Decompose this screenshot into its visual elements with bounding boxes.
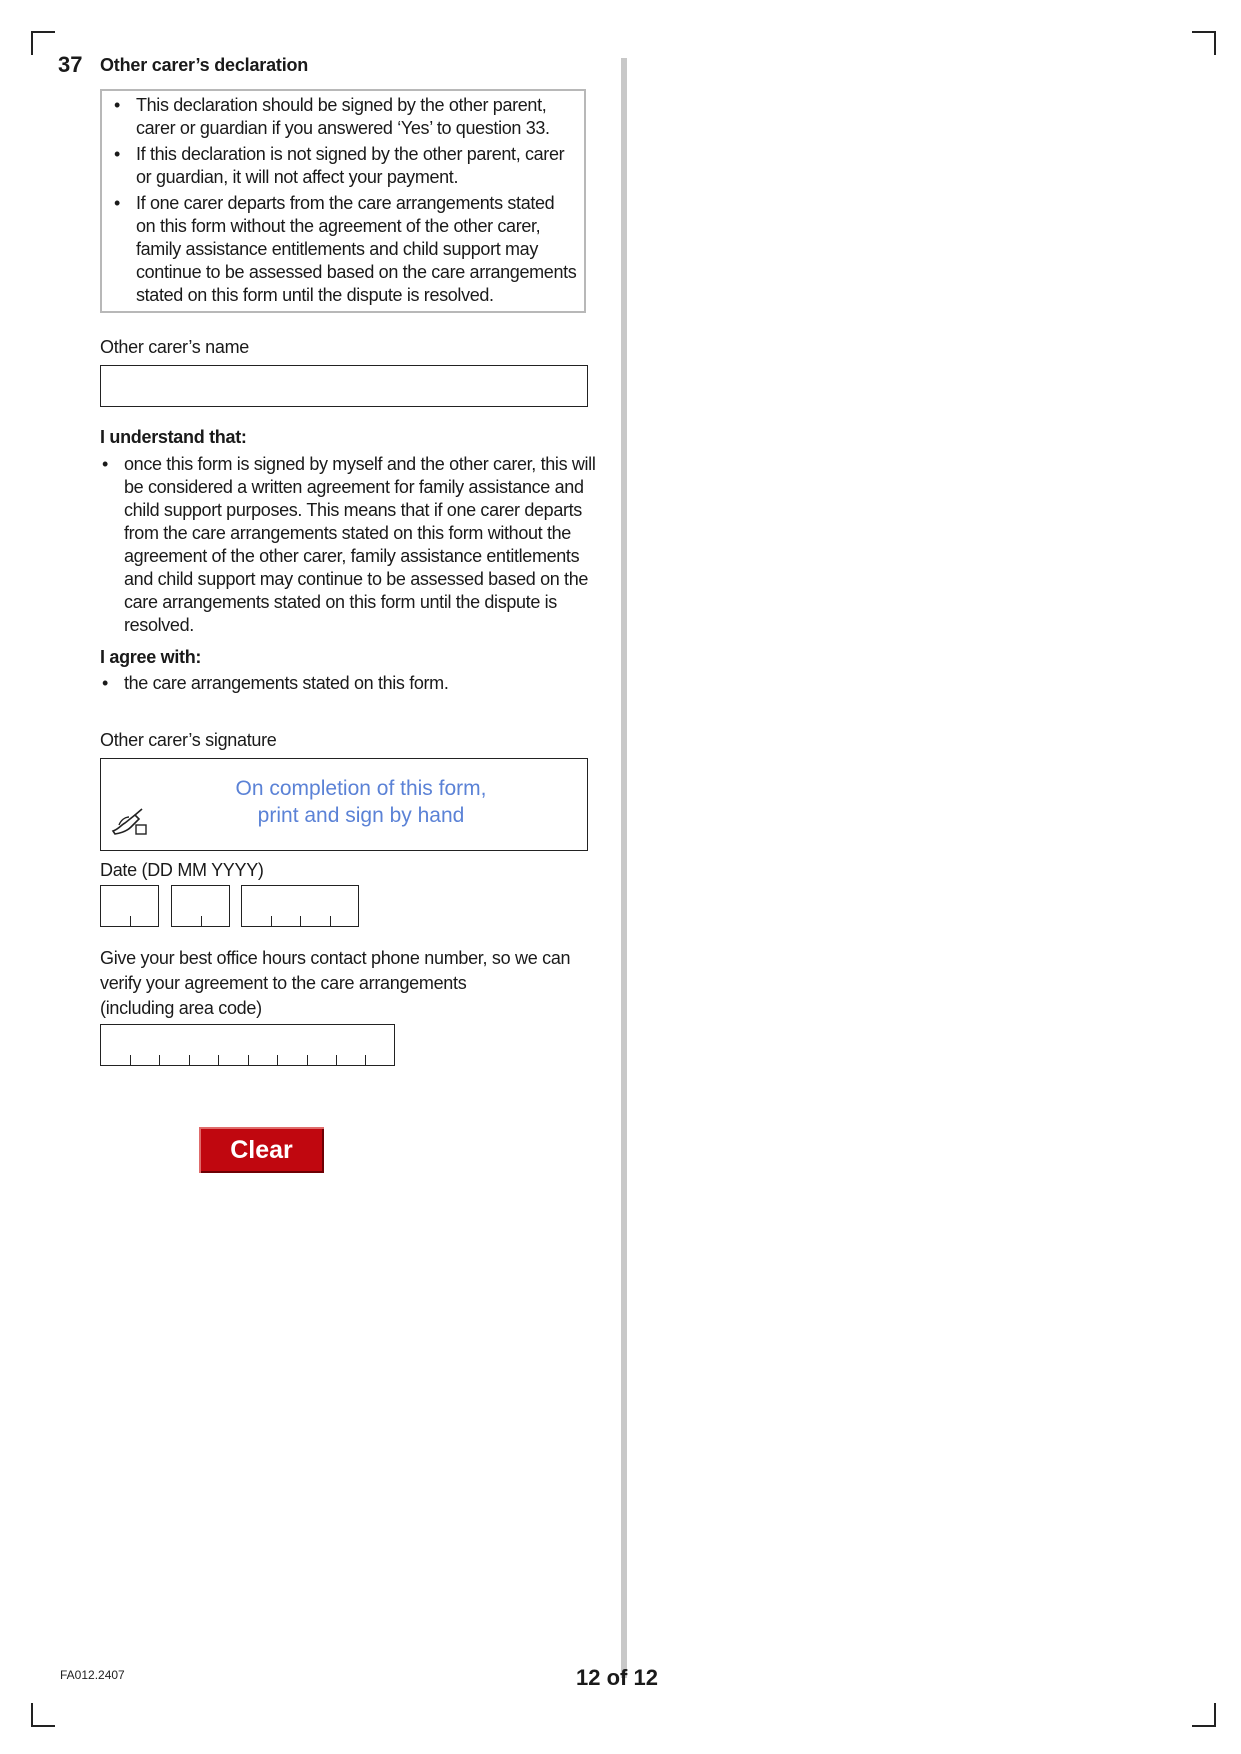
note-item: • This declaration should be signed by the other parent, carer or guardian if you answered ‘Yes’ to question 33.: [112, 94, 578, 140]
signature-box[interactable]: [100, 758, 588, 851]
other-carer-name-label: Other carer’s name: [100, 337, 249, 357]
date-day-field[interactable]: [100, 885, 159, 927]
date-label: Date (DD MM YYYY): [100, 860, 264, 880]
crop-mark-bottom-left: [31, 1703, 55, 1727]
digit-divider: [130, 916, 131, 926]
agree-list: [100, 672, 600, 695]
phone-label-line3: (including area code): [100, 998, 262, 1018]
writing-hand-icon: [109, 805, 149, 837]
note-item: • If this declaration is not signed by the other parent, carer or guardian, it will not affect your payment.: [112, 143, 578, 189]
question-number: 37: [58, 52, 83, 77]
crop-mark-top-right: [1192, 31, 1216, 55]
digit-divider: [307, 1055, 308, 1065]
digit-divider: [336, 1055, 337, 1065]
digit-divider: [201, 916, 202, 926]
declaration-notes-box: [100, 89, 586, 313]
date-month-field[interactable]: [171, 885, 230, 927]
digit-divider: [159, 1055, 160, 1065]
signature-hint-line2: print and sign by hand: [257, 804, 465, 827]
understand-item: • once this form is signed by myself and the other carer, this will be considered a written agreement for family assistance and child support purposes. This means that if one carer departs from the care arrangements stated on this form without the agreement of the other carer, family assistance entitlements and child support may continue to be assessed based on the care arrangements stated on this form until the dispute is resolved.: [100, 453, 600, 637]
column-divider: [621, 58, 627, 1678]
date-year-field[interactable]: [241, 885, 359, 927]
understand-list: [100, 453, 600, 637]
clear-button[interactable]: Clear: [199, 1127, 324, 1173]
phone-label-line2: verify your agreement to the care arrangements: [100, 973, 467, 993]
signature-label: Other carer’s signature: [100, 730, 277, 750]
crop-mark-top-left: [31, 31, 55, 55]
digit-divider: [130, 1055, 131, 1065]
digit-divider: [330, 916, 331, 926]
agree-heading: I agree with:: [100, 647, 202, 667]
digit-divider: [277, 1055, 278, 1065]
note-item: • If one carer departs from the care arrangements stated on this form without the agreement of the other carer, family assistance entitlements and child support may continue to be assessed based on the care arrangements stated on this form until the dispute is resolved.: [112, 192, 578, 307]
page-number: 12 of 12: [576, 1665, 658, 1690]
phone-number-field[interactable]: [100, 1024, 395, 1066]
question-title: Other carer’s declaration: [100, 55, 309, 75]
digit-divider: [189, 1055, 190, 1065]
digit-divider: [218, 1055, 219, 1065]
form-code: FA012.2407: [60, 1668, 125, 1682]
understand-heading: I understand that:: [100, 427, 247, 447]
digit-divider: [248, 1055, 249, 1065]
digit-divider: [365, 1055, 366, 1065]
signature-hint-line1: On completion of this form,: [235, 777, 487, 800]
agree-item: • the care arrangements stated on this form.: [100, 672, 600, 695]
phone-label-line1: Give your best office hours contact phone number, so we can: [100, 948, 571, 968]
digit-divider: [300, 916, 301, 926]
signature-hint: [211, 775, 511, 829]
crop-mark-bottom-right: [1192, 1703, 1216, 1727]
digit-divider: [271, 916, 272, 926]
other-carer-name-input[interactable]: [100, 365, 588, 407]
